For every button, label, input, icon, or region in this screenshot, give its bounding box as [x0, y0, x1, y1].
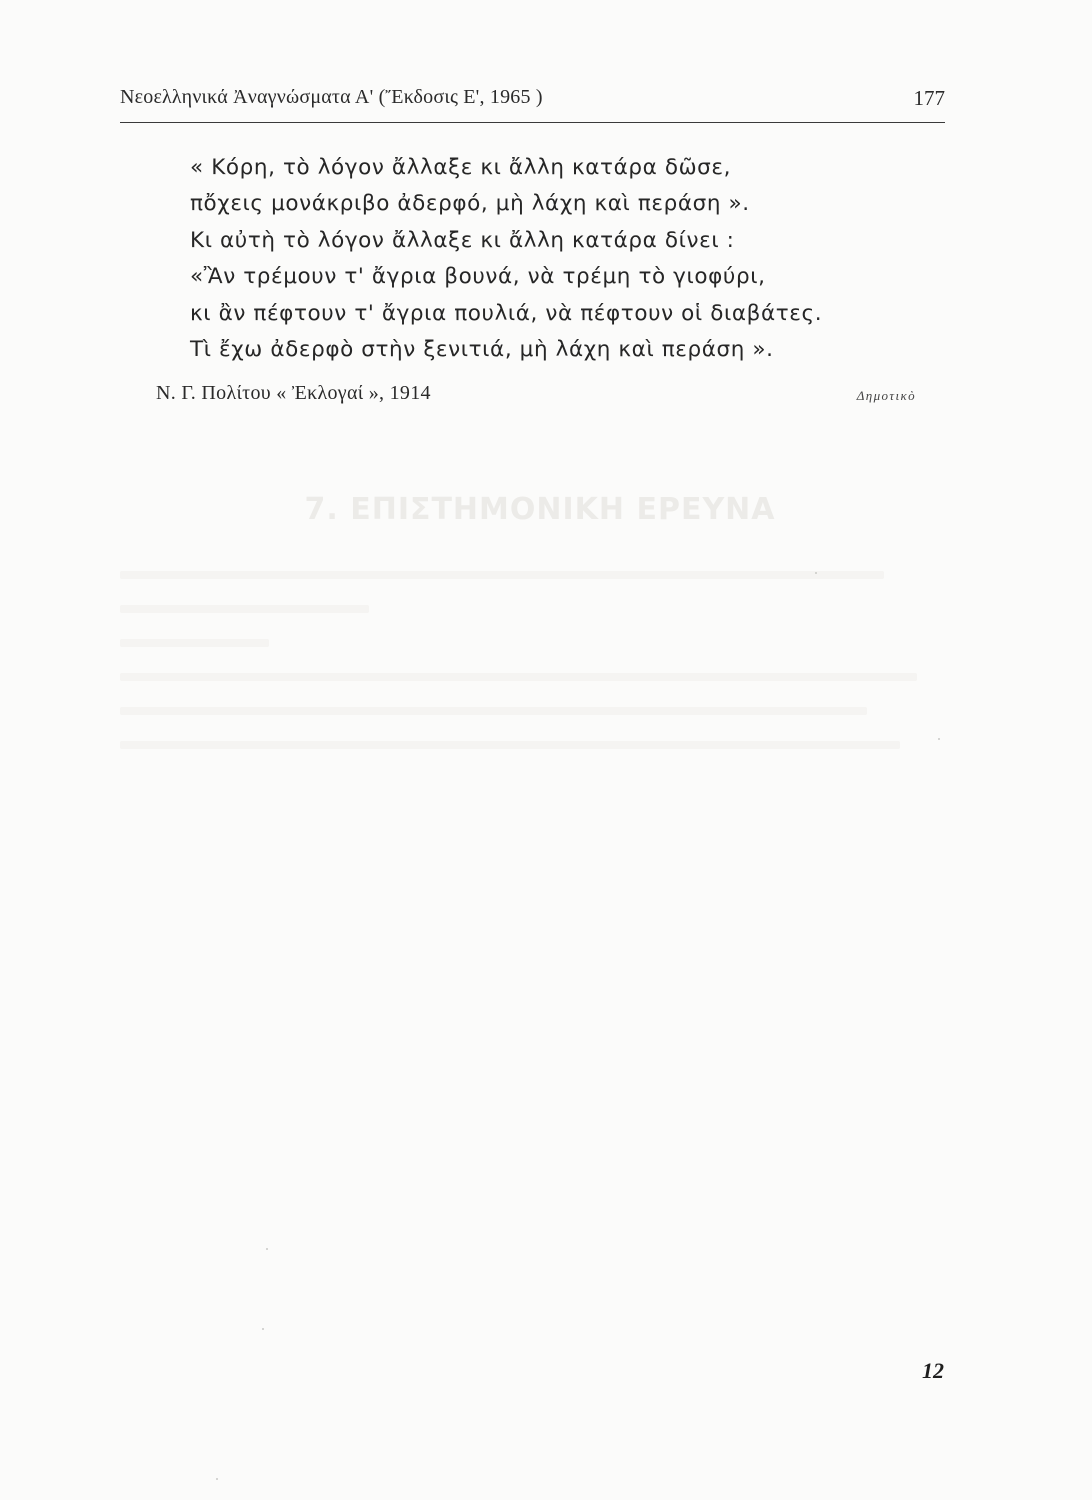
paper-speck: [938, 738, 940, 740]
poem-line: Τὶ ἔχω ἀδερφὸ στὴν ξενιτιά, μὴ λάχη καὶ περάση ».: [190, 337, 774, 363]
paper-speck: [262, 1328, 264, 1330]
poem-line: «Ἂν τρέμουν τ' ἄγρια βουνά, νὰ τρέμη τὸ γιοφύρι,: [190, 264, 766, 290]
poem-line: Κι αὐτὴ τὸ λόγον ἄλλαξε κι ἄλλη κατάρα δίνει :: [190, 227, 735, 253]
show-through-text: [120, 545, 950, 775]
signature-number: 12: [922, 1358, 944, 1383]
show-through-heading: 7. ΕΠΙΣΤΗΜΟΝΙΚΗ ΕΡΕΥΝΑ: [304, 492, 776, 527]
paper-speck: [815, 572, 817, 574]
poem-line: πὄχεις μονάκριβο ἀδερφό, μὴ λάχη καὶ περάση ».: [190, 191, 750, 217]
book-title: Νεοελληνικά Ἀναγνώσματα Α' (Ἔκδοσις Ε', 1965 ): [120, 86, 543, 108]
poem-line: κι ἂν πέφτουν τ' ἄγρια πουλιά, νὰ πέφτουν οἱ διαβάτες.: [190, 300, 823, 326]
poem-text: [190, 150, 910, 368]
source-citation: Ν. Γ. Πολίτου « Ἐκλογαί », 1914: [156, 382, 431, 404]
genre-label: Δημοτικὸ: [856, 388, 916, 403]
running-header: [120, 86, 945, 123]
source-attribution: [156, 382, 916, 412]
paper-speck: [266, 1248, 268, 1250]
poem-line: « Κόρη, τὸ λόγον ἄλλαξε κι ἄλλη κατάρα δῶσε,: [190, 155, 732, 180]
paper-speck: [216, 1478, 218, 1480]
page-number: 177: [913, 86, 945, 110]
